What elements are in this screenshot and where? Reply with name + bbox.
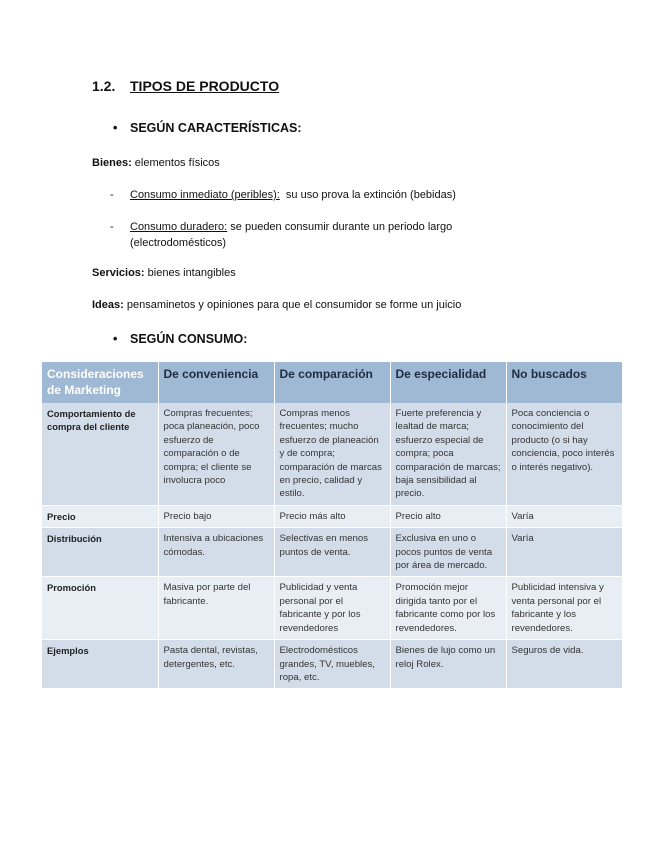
- subsection-title: SEGÚN CARACTERÍSTICAS:: [130, 121, 302, 135]
- table-cell: Electrodomésticos grandes, TV, muebles, ropa, etc.: [274, 640, 390, 689]
- consumo-duradero-item: [110, 219, 530, 251]
- row-label: Ejemplos: [42, 640, 158, 689]
- ideas-text: pensaminetos y opiniones para que el consumidor se forme un juicio: [123, 299, 462, 311]
- table-header-cell: De comparación: [274, 362, 390, 403]
- dash-marker: -: [110, 221, 114, 233]
- table-cell: Selectivas en menos puntos de venta.: [274, 528, 390, 577]
- table-cell: Promoción mejor dirigida tanto por el fabricante como por los revendedores.: [390, 577, 506, 640]
- table-cell: Fuerte preferencia y lealtad de marca; esfuerzo especial de compra; poca comparación de marcas; baja sensibilidad al precio.: [390, 403, 506, 505]
- bullet-icon: •: [113, 332, 118, 346]
- row-label: Precio: [42, 505, 158, 527]
- table-cell: Exclusiva en uno o pocos puntos de venta por área de mercado.: [390, 528, 506, 577]
- consumo-duradero-text: se pueden consumir durante un periodo largo (electrodomésticos): [130, 221, 453, 249]
- table-cell: Precio bajo: [158, 505, 274, 527]
- table-cell: Compras menos frecuentes; mucho esfuerzo de planeación y de compra; comparación de marcas en precio, calidad y estilo.: [274, 403, 390, 505]
- bienes-label: Bienes:: [92, 157, 132, 169]
- heading-number: 1.2.: [92, 78, 116, 94]
- bienes-paragraph: [92, 155, 220, 171]
- table-header-cell: De conveniencia: [158, 362, 274, 403]
- table-row: [42, 403, 622, 505]
- table-cell: Publicidad intensiva y venta personal por el fabricante y los revendedores.: [506, 577, 622, 640]
- dash-marker: -: [110, 189, 114, 201]
- table-cell: Precio alto: [390, 505, 506, 527]
- table-header-cell: No buscados: [506, 362, 622, 403]
- heading-title: TIPOS DE PRODUCTO: [130, 78, 280, 94]
- consumo-inmediato-text: su uso prova la extinción (bebidas): [279, 189, 456, 201]
- servicios-paragraph: [92, 265, 236, 281]
- row-label: Promoción: [42, 577, 158, 640]
- section-heading: [92, 78, 279, 94]
- table-row: [42, 577, 622, 640]
- table-row: [42, 640, 622, 689]
- table-cell: Pasta dental, revistas, detergentes, etc.: [158, 640, 274, 689]
- table-cell: Publicidad y venta personal por el fabricante y por los revendedores: [274, 577, 390, 640]
- table-header-cell: Consideraciones de Marketing: [42, 362, 158, 403]
- table-cell: Varía: [506, 528, 622, 577]
- table-cell: Precio más alto: [274, 505, 390, 527]
- ideas-label: Ideas:: [92, 299, 124, 311]
- bullet-icon: •: [113, 121, 118, 135]
- bienes-text: elementos físicos: [131, 157, 220, 169]
- table-cell: Intensiva a ubicaciones cómodas.: [158, 528, 274, 577]
- table-cell: Seguros de vida.: [506, 640, 622, 689]
- servicios-label: Servicios:: [92, 267, 145, 279]
- table-cell: Bienes de lujo como un reloj Rolex.: [390, 640, 506, 689]
- table-header-cell: De especialidad: [390, 362, 506, 403]
- row-label: Comportamiento de compra del cliente: [42, 403, 158, 505]
- table-row: [42, 505, 622, 527]
- table-row: [42, 528, 622, 577]
- subsection-consumo: [113, 332, 247, 346]
- table-cell: Masiva por parte del fabricante.: [158, 577, 274, 640]
- table-cell: Varía: [506, 505, 622, 527]
- consumo-inmediato-item: [110, 187, 530, 203]
- consumo-inmediato-label: Consumo inmediato (peribles):: [130, 189, 280, 201]
- consumo-duradero-label: Consumo duradero:: [130, 221, 228, 233]
- table-cell: Compras frecuentes; poca planeación, poco esfuerzo de comparación o de compra; el cliente se involucra poco: [158, 403, 274, 505]
- product-types-table: [42, 362, 623, 689]
- table-header-row: [42, 362, 622, 403]
- subsection-caracteristicas: [113, 121, 302, 135]
- servicios-text: bienes intangibles: [144, 267, 236, 279]
- row-label: Distribución: [42, 528, 158, 577]
- table-cell: Poca conciencia o conocimiento del producto (o si hay conciencia, poco interés o interés negativo).: [506, 403, 622, 505]
- subsection-title: SEGÚN CONSUMO:: [130, 332, 248, 346]
- ideas-paragraph: [92, 297, 461, 313]
